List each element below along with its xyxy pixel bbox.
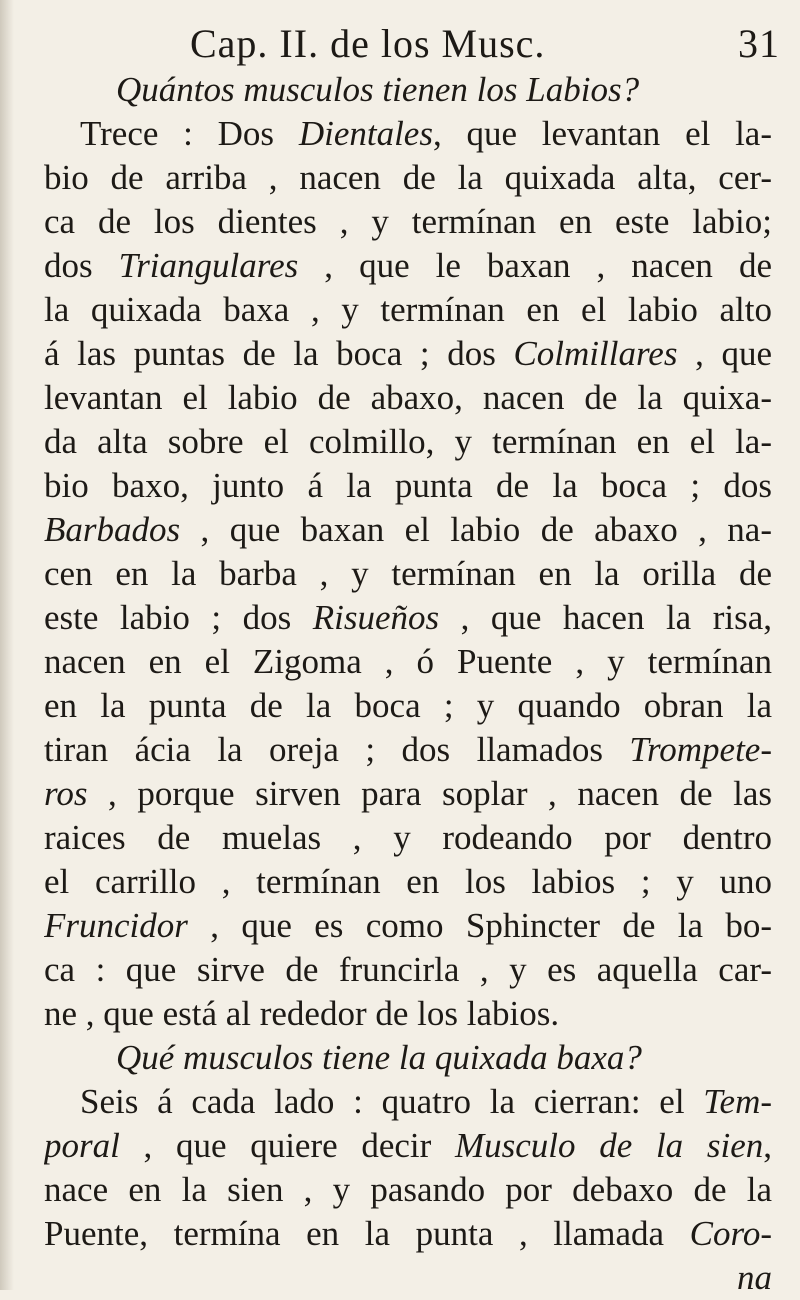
italic-term: Risueños xyxy=(312,598,440,637)
text-segment: , que le baxan , nacen de xyxy=(298,246,772,285)
text-segment: dos xyxy=(44,246,119,285)
text-line xyxy=(44,992,772,1036)
text-line xyxy=(44,640,772,684)
text-line xyxy=(44,684,772,728)
text-segment: , que baxan el labio de abaxo , na- xyxy=(180,510,772,549)
text-segment: , porque sirven para soplar , nacen de las xyxy=(87,774,772,813)
italic-term: Coro- xyxy=(689,1214,772,1253)
text-segment: , que quiere decir xyxy=(119,1126,455,1165)
text-segment: da alta sobre el colmillo, y termínan en el la- xyxy=(44,422,772,461)
text-segment: á las puntas de la boca ; dos xyxy=(44,334,514,373)
text-segment: Trece : Dos xyxy=(80,114,299,153)
text-line xyxy=(44,332,772,376)
page-number: 31 xyxy=(738,21,780,66)
text-line xyxy=(44,1124,772,1168)
text-segment: bio de arriba , nacen de la quixada alta, cer- xyxy=(44,158,772,197)
italic-term: Qué musculos tiene la quixada baxa? xyxy=(116,1038,642,1077)
text-segment: cen en la barba , y termínan en la orilla de xyxy=(44,554,772,593)
italic-term: Barbados xyxy=(44,510,181,549)
question-heading xyxy=(44,1036,772,1080)
page-edge-shadow xyxy=(0,0,14,1290)
text-line xyxy=(44,244,772,288)
text-line xyxy=(44,596,772,640)
text-line xyxy=(44,376,772,420)
italic-term: Colmillares xyxy=(513,334,678,373)
text-segment: , que xyxy=(677,334,772,373)
text-segment: nacen en el Zigoma , ó Puente , y termínan xyxy=(44,642,772,681)
body-text xyxy=(44,68,772,1300)
text-line xyxy=(44,948,772,992)
text-line xyxy=(44,552,772,596)
text-line xyxy=(44,200,772,244)
text-line xyxy=(44,772,772,816)
text-segment: Puente, termína en la punta , llamada xyxy=(44,1214,690,1253)
text-segment: en la punta de la boca ; y quando obran la xyxy=(44,686,772,725)
text-segment: ca : que sirve de fruncirla , y es aquella car- xyxy=(44,950,772,989)
italic-term: Trompete- xyxy=(629,730,772,769)
italic-term: Triangulares xyxy=(118,246,299,285)
italic-term: poral xyxy=(44,1126,120,1165)
italic-term: Fruncidor xyxy=(44,906,188,945)
text-line xyxy=(44,904,772,948)
text-line xyxy=(44,288,772,332)
text-line xyxy=(44,464,772,508)
text-line xyxy=(44,1168,772,1212)
text-segment: bio baxo, junto á la punta de la boca ; dos xyxy=(44,466,772,505)
text-segment: el carrillo , termínan en los labios ; y uno xyxy=(44,862,772,901)
italic-term: na xyxy=(737,1258,772,1297)
text-segment: tiran ácia la oreja ; dos llamados xyxy=(44,730,630,769)
text-line xyxy=(44,508,772,552)
question-heading xyxy=(44,68,772,112)
text-segment: , que es como Sphincter de la bo- xyxy=(187,906,772,945)
text-line xyxy=(44,420,772,464)
running-header xyxy=(190,20,780,64)
text-segment: raices de muelas , y rodeando por dentro xyxy=(44,818,772,857)
text-line xyxy=(44,860,772,904)
text-segment: nace en la sien , y pasando por debaxo de la xyxy=(44,1170,772,1209)
text-segment: , xyxy=(763,1126,772,1165)
text-line xyxy=(44,816,772,860)
text-segment: ca de los dientes , y termínan en este labio; xyxy=(44,202,772,241)
text-line xyxy=(44,156,772,200)
italic-term: ros xyxy=(44,774,88,813)
text-line xyxy=(44,112,772,156)
italic-term: Tem- xyxy=(703,1082,772,1121)
running-title: Cap. II. de los Musc. xyxy=(190,21,546,66)
italic-term: Quántos musculos tienen los Labios? xyxy=(116,70,640,109)
italic-term: Dientales xyxy=(298,114,433,153)
text-segment: , que levantan el la- xyxy=(432,114,772,153)
text-segment: ne , que está al rededor de los labios. xyxy=(44,994,560,1033)
text-line xyxy=(44,728,772,772)
text-line xyxy=(44,1256,772,1300)
italic-term: Musculo de la sien xyxy=(455,1126,764,1165)
text-segment: la quixada baxa , y termínan en el labio alto xyxy=(44,290,772,329)
text-segment: Seis á cada lado : quatro la cierran: el xyxy=(80,1082,704,1121)
text-segment: este labio ; dos xyxy=(44,598,313,637)
text-line xyxy=(44,1212,772,1256)
text-line xyxy=(44,1080,772,1124)
text-segment: levantan el labio de abaxo, nacen de la quixa- xyxy=(44,378,772,417)
text-segment: , que hacen la risa, xyxy=(439,598,772,637)
